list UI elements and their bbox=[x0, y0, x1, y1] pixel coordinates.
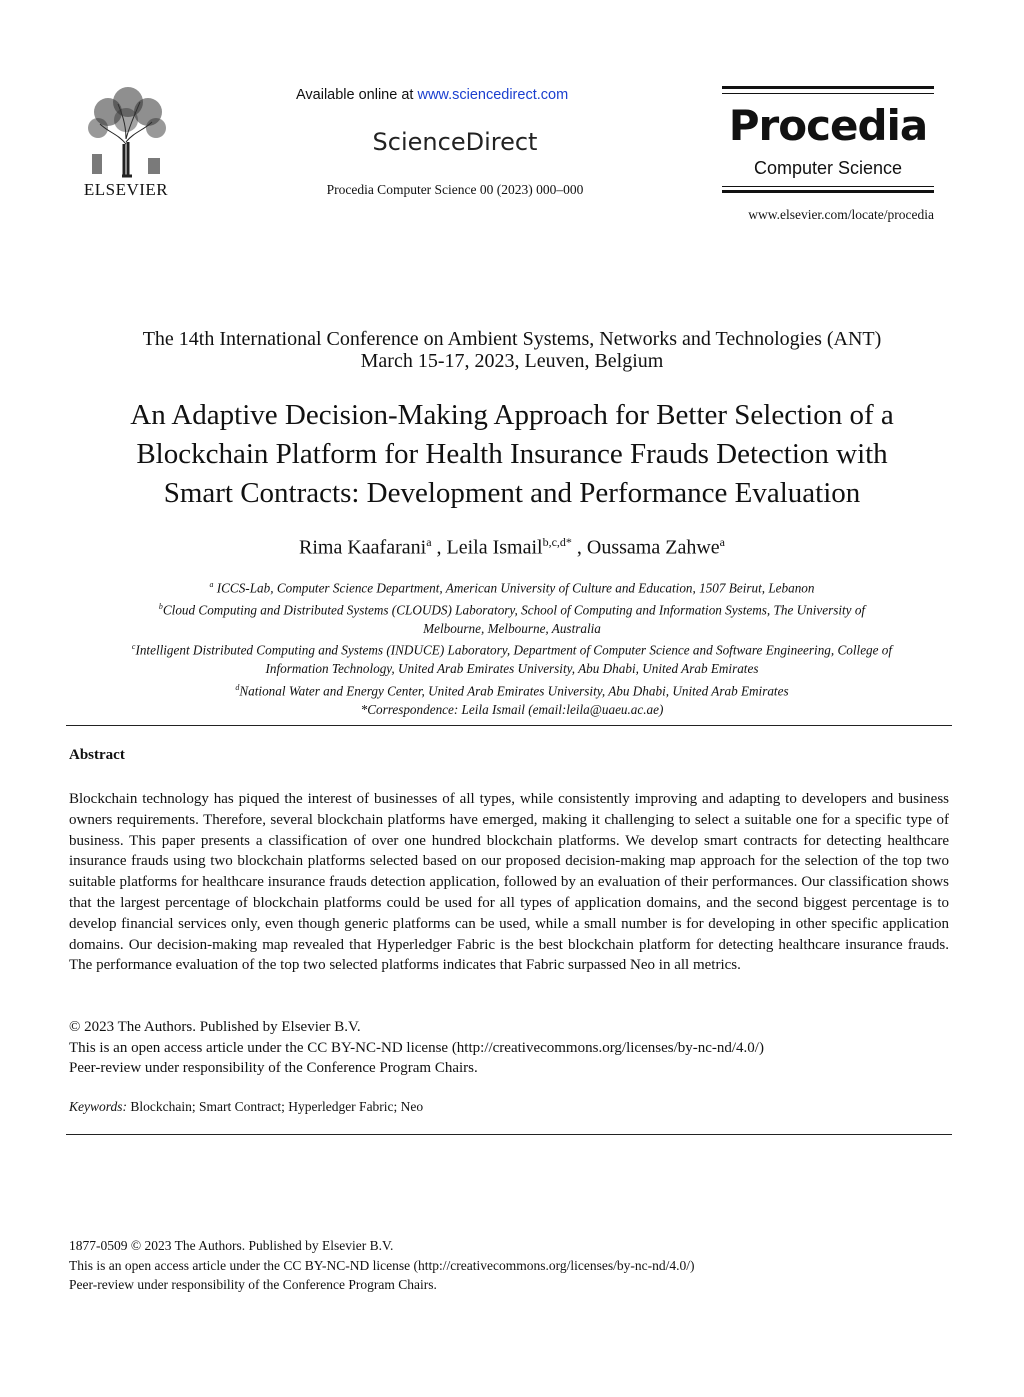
peer-review-line: Peer-review under responsibility of the Conference Program Chairs. bbox=[69, 1060, 478, 1076]
title-line-1: An Adaptive Decision-Making Approach for Better Selection of a bbox=[130, 399, 894, 431]
footer-notice bbox=[69, 1236, 949, 1295]
copyright-line: © 2023 The Authors. Published by Elsevier B.V. bbox=[69, 1019, 361, 1035]
keywords bbox=[69, 1099, 949, 1115]
procedia-rule-top-thin bbox=[722, 93, 934, 94]
procedia-rule-bottom-thin bbox=[722, 186, 934, 187]
procedia-subtitle: Computer Science bbox=[753, 158, 903, 178]
procedia-rule-bottom bbox=[722, 190, 934, 193]
author-name: Leila Ismail bbox=[446, 536, 543, 559]
procedia-rule-top bbox=[722, 86, 934, 89]
conference-name: The 14th International Conference on Ambient Systems, Networks and Technologies (ANT) bbox=[142, 328, 882, 350]
copyright-block bbox=[69, 1017, 949, 1079]
affiliations bbox=[66, 576, 958, 719]
title-line-3: Smart Contracts: Development and Performance Evaluation bbox=[163, 477, 861, 509]
author-affiliation-sup: a bbox=[426, 535, 432, 549]
affiliation-d: $^d$National Water and Energy Center, United Arab Emirates University, Abu Dhabi, United Arab Emirates bbox=[235, 682, 789, 699]
paper-title bbox=[60, 396, 964, 513]
author-affiliation-sup: b,c,d* bbox=[542, 535, 572, 549]
journal-reference: Procedia Computer Science 00 (2023) 000–000 bbox=[326, 182, 584, 197]
affiliation-b-cont: Melbourne, Melbourne, Australia bbox=[423, 620, 601, 636]
elsevier-wordmark: ELSEVIER bbox=[83, 180, 169, 199]
abstract-body: Blockchain technology has piqued the interest of businesses of all types, while consistently improving and adapting to developers and business owners requirements. Therefore, several blockchain platforms have emerged, making it challenging to select a suitable one for a specific type of business. This paper presents a classification of over one hundred blockchain platforms. We develop smart contracts for detecting healthcare insurance frauds using two blockchain platforms selected based on our proposed decision-making map approach for the selection of the top two suitable platforms for healthcare insurance frauds detection application, followed by an evaluation of their performances. Our classification shows that the largest percentage of blockchain platforms could be used for all types of application domains, and the second biggest percentage is to develop financial services only, even though generic platforms can be used, while a small number is for developing in other specific application domains. Our decision-making map revealed that Hyperledger Fabric is the best blockchain platform for detecting healthcare insurance frauds. The performance evaluation of the top two selected platforms indicates that Fabric surpassed Neo in all metrics. bbox=[69, 791, 949, 974]
license-line: This is an open access article under the CC BY-NC-ND license (http://creativecommons.org/licenses/by-nc-nd/4.0/) bbox=[69, 1039, 764, 1056]
sciencedirect-wordmark: ScienceDirect bbox=[372, 128, 538, 156]
conference-date-location: March 15-17, 2023, Leuven, Belgium bbox=[360, 350, 664, 372]
affiliation-c-cont: Information Technology, United Arab Emirates University, Abu Dhabi, United Arab Emirates bbox=[265, 661, 759, 677]
author-affiliation-sup: a bbox=[719, 535, 725, 549]
procedia-wordmark: Procedia bbox=[728, 101, 928, 150]
author-name: Oussama Zahwe bbox=[586, 536, 720, 559]
footer-license: This is an open access article under the CC BY-NC-ND license (http://creativecommons.org/licenses/by-nc-nd/4.0/) bbox=[69, 1257, 695, 1273]
keywords-label: Keywords: bbox=[69, 1099, 127, 1114]
footer-issn: 1877-0509 © 2023 The Authors. Published by Elsevier B.V. bbox=[69, 1238, 394, 1253]
divider-bottom bbox=[66, 1134, 952, 1135]
locate-url[interactable]: www.elsevier.com/locate/procedia bbox=[748, 207, 934, 222]
available-online bbox=[296, 87, 626, 103]
available-prefix: Available online at bbox=[296, 87, 418, 103]
author-separator: , bbox=[571, 536, 587, 559]
correspondence: *Correspondence: Leila Ismail (email:leila@uaeu.ac.ae) bbox=[360, 701, 664, 717]
affiliation-a: $^a$ ICCS-Lab, Computer Science Department, American University of Culture and Education, 1507 Beirut, Lebanon bbox=[209, 580, 815, 596]
author-name: Rima Kaafarani bbox=[299, 536, 427, 559]
footer-peer-review: Peer-review under responsibility of the Conference Program Chairs. bbox=[69, 1277, 437, 1292]
procedia-logo bbox=[722, 86, 934, 198]
affiliation-c: $^c$Intelligent Distributed Computing and Systems (INDUCE) Laboratory, Department of Computer Science and Software Engineering, College of bbox=[131, 642, 893, 658]
sciencedirect-link[interactable]: www.sciencedirect.com bbox=[417, 87, 569, 103]
title-line-2: Blockchain Platform for Health Insurance Frauds Detection with bbox=[136, 438, 888, 470]
author-list bbox=[60, 535, 964, 560]
conference-info bbox=[60, 328, 964, 372]
author-separator: , bbox=[431, 536, 447, 559]
divider-top bbox=[66, 725, 952, 726]
keywords-list: Blockchain; Smart Contract; Hyperledger Fabric; Neo bbox=[127, 1099, 424, 1114]
abstract-heading: Abstract bbox=[69, 747, 125, 763]
affiliation-b: $^b$Cloud Computing and Distributed Systems (CLOUDS) Laboratory, School of Computing and Information Systems, The University of bbox=[158, 601, 866, 618]
